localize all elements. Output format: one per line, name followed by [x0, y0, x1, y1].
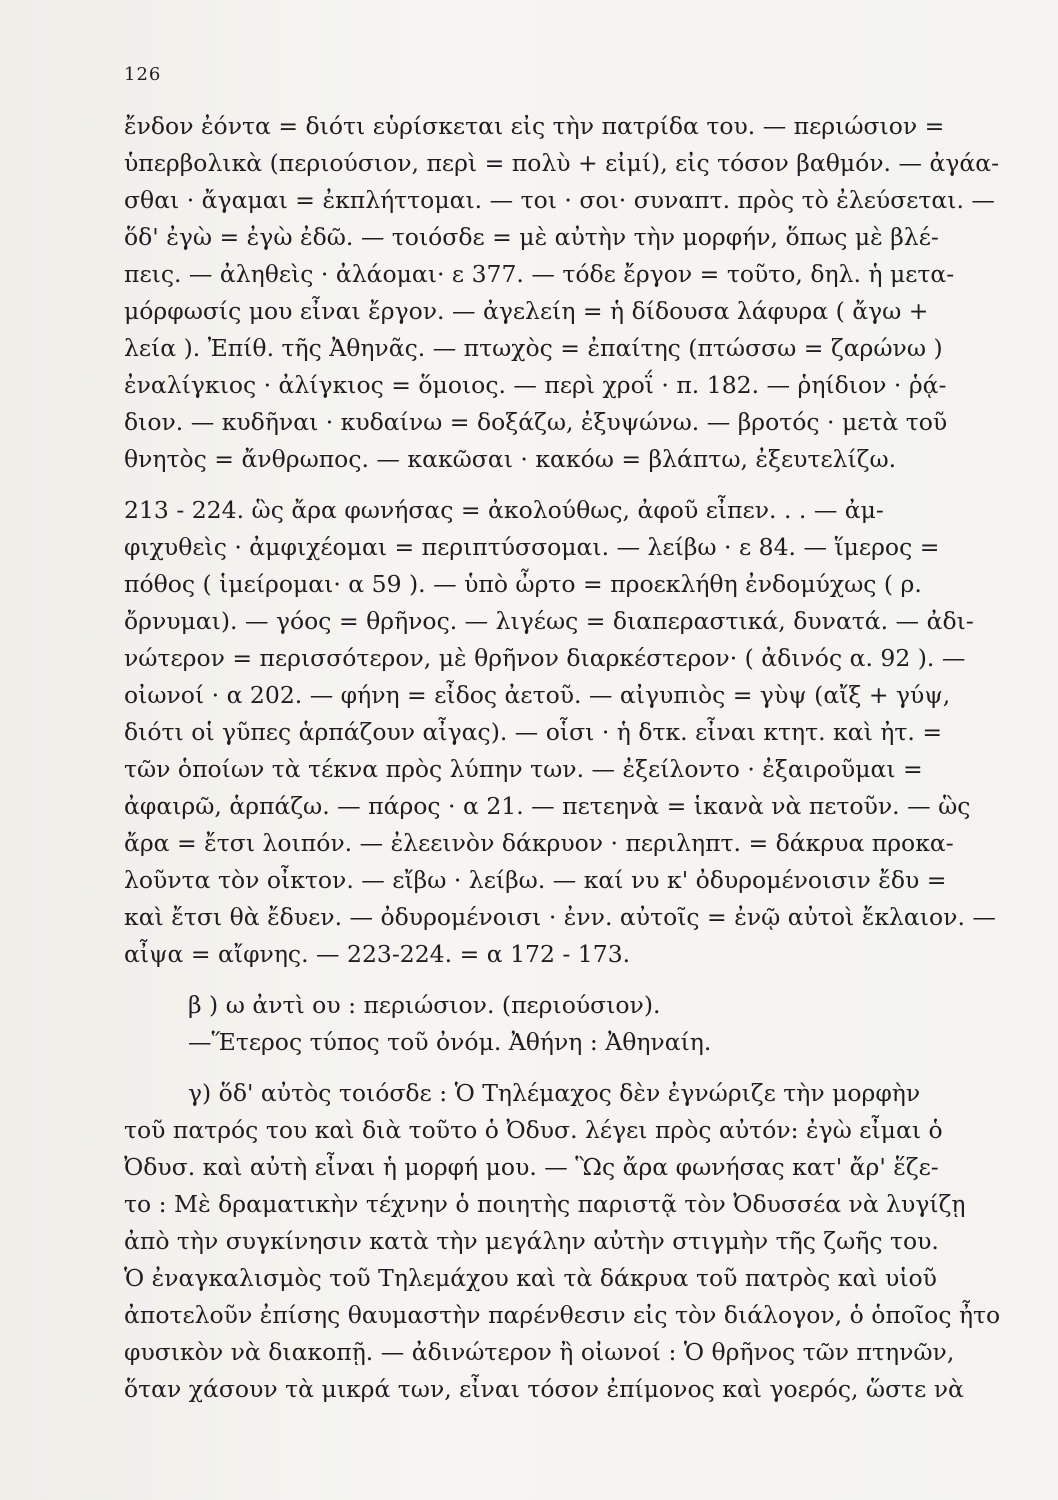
text-line: τοῦ πατρός του καὶ διὰ τοῦτο ὁ Ὀδυσ. λέγει πρὸς αὐτόν: ἐγὼ εἶμαι ὁ: [124, 1116, 943, 1144]
text-line: το : Μὲ δραματικὴν τέχνην ὁ ποιητὴς παριστᾷ τὸν Ὀδυσσέα νὰ λυγίζῃ: [124, 1190, 966, 1218]
text-line: λεία ). Ἐπίθ. τῆς Ἀθηνᾶς. — πτωχὸς = ἐπαίτης (πτώσσω = ζαρώνω ): [124, 334, 943, 362]
paragraph-gap: [124, 973, 1036, 987]
text-line: διον. — κυδῆναι · κυδαίνω = δοξάζω, ἐξυψώνω. — βροτός · μετὰ τοῦ: [124, 408, 948, 436]
text-line: ἔνδον ἐόντα = διότι εὑρίσκεται εἰς τὴν πατρίδα του. — περιώσιον =: [124, 112, 945, 140]
paragraph-gap: [124, 1061, 1036, 1075]
text-line: ὄρνυμαι). — γόος = θρῆνος. — λιγέως = διαπεραστικά, δυνατά. — ἀδι-: [124, 607, 974, 635]
text-line: μόρφωσίς μου εἶναι ἔργον. — ἀγελείη = ἡ δίδουσα λάφυρα ( ἄγω +: [124, 297, 929, 325]
paragraph-3: [124, 987, 1036, 1061]
text-line: ἀποτελοῦν ἐπίσης θαυμαστὴν παρένθεσιν εἰς τὸν διάλογον, ὁ ὁποῖος ἦτο: [124, 1301, 1001, 1329]
page-number: 126: [124, 64, 162, 85]
body-text: [124, 108, 1036, 1408]
text-line: θνητὸς = ἄνθρωπος. — κακῶσαι · κακόω = βλάπτω, ἐξευτελίζω.: [124, 445, 897, 473]
text-line: ὅταν χάσουν τὰ μικρά των, εἶναι τόσον ἐπίμονος καὶ γοερός, ὥστε νὰ: [124, 1375, 964, 1403]
text-line: γ) ὅδ' αὐτὸς τοιόσδε : Ὁ Τηλέμαχος δὲν ἐγνώριζε τὴν μορφὴν: [188, 1079, 921, 1107]
text-line: ὑπερβολικὰ (περιούσιον, περὶ = πολὺ + εἰμί), εἰς τόσον βαθμόν. — ἀγάα-: [124, 149, 1000, 177]
text-line: φυσικὸν νὰ διακοπῇ. — ἀδινώτερον ἢ οἰωνοί : Ὁ θρῆνος τῶν πτηνῶν,: [124, 1338, 955, 1366]
text-line: φιχυθεὶς · ἀμφιχέομαι = περιπτύσσομαι. — λείβω · ε 84. — ἵμερος =: [124, 533, 940, 561]
paragraph-gap: [124, 478, 1036, 492]
text-line: Ὀδυσ. καὶ αὐτὴ εἶναι ἡ μορφή μου. — Ὣς ἄρα φωνήσας κατ' ἄρ' ἕζε-: [124, 1153, 939, 1181]
text-line: πεις. — ἀληθεὶς · ἀλάομαι· ε 377. — τόδε ἔργον = τοῦτο, δηλ. ἡ μετα-: [124, 260, 955, 288]
text-line: ὅδ' ἐγὼ = ἐγὼ ἐδῶ. — τοιόσδε = μὲ αὐτὴν τὴν μορφήν, ὅπως μὲ βλέ-: [124, 223, 939, 251]
text-line: διότι οἱ γῦπες ἁρπάζουν αἶγας). — οἷσι · ἡ δτκ. εἶναι κτητ. καὶ ἠτ. =: [124, 718, 943, 746]
text-line: ἀφαιρῶ, ἁρπάζω. — πάρος · α 21. — πετεηνὰ = ἱκανὰ νὰ πετοῦν. — ὣς: [124, 792, 971, 820]
text-line: τῶν ὁποίων τὰ τέκνα πρὸς λύπην των. — ἐξείλοντο · ἐξαιροῦμαι =: [124, 755, 923, 783]
text-line: ἀπὸ τὴν συγκίνησιν κατὰ τὴν μεγάλην αὐτὴν στιγμὴν τῆς ζωῆς του.: [124, 1227, 939, 1255]
text-line: —Ἕτερος τύπος τοῦ ὀνόμ. Ἀθήνη : Ἀθηναίη.: [188, 1028, 712, 1056]
text-line: λοῦντα τὸν οἶκτον. — εἴβω · λείβω. — καί νυ κ' ὀδυρομένοισιν ἔδυ =: [124, 866, 947, 894]
text-line: αἶψα = αἴφνης. — 223-224. = α 172 - 173.: [124, 940, 631, 968]
text-line: οἰωνοί · α 202. — φήνη = εἶδος ἀετοῦ. — αἰγυπιὸς = γὺψ (αἴξ + γύψ,: [124, 681, 951, 709]
text-line: ἐναλίγκιος · ἀλίγκιος = ὅμοιος. — περὶ χροΐ · π. 182. — ῥηίδιον · ῥᾴ-: [124, 371, 947, 399]
paragraph-1: [124, 108, 1036, 478]
text-line: β ) ω ἀντὶ ου : περιώσιον. (περιούσιον).: [188, 991, 661, 1019]
text-line: νώτερον = περισσότερον, μὲ θρῆνον διαρκέστερον· ( ἀδινός α. 92 ). —: [124, 644, 966, 672]
text-line: Ὁ ἐναγκαλισμὸς τοῦ Τηλεμάχου καὶ τὰ δάκρυα τοῦ πατρὸς καὶ υἱοῦ: [124, 1264, 937, 1292]
paragraph-4: [124, 1075, 1036, 1408]
text-line: πόθος ( ἱμείρομαι· α 59 ). — ὑπὸ ὦρτο = προεκλήθη ἐνδομύχως ( ρ.: [124, 570, 922, 598]
paragraph-2: [124, 492, 1036, 973]
text-line: ἄρα = ἔτσι λοιπόν. — ἐλεεινὸν δάκρυον · περιληπτ. = δάκρυα προκα-: [124, 829, 954, 857]
text-line: καὶ ἔτσι θὰ ἔδυεν. — ὀδυρομένοισι · ἐνν. αὐτοῖς = ἐνῷ αὐτοὶ ἔκλαιον. —: [124, 903, 996, 931]
text-line: 213 - 224. ὣς ἄρα φωνήσας = ἀκολούθως, ἀφοῦ εἶπεν. . . — ἀμ-: [124, 496, 884, 524]
text-line: σθαι · ἄγαμαι = ἐκπλήττομαι. — τοι · σοι· συναπτ. πρὸς τὸ ἐλεύσεται. —: [124, 186, 995, 214]
